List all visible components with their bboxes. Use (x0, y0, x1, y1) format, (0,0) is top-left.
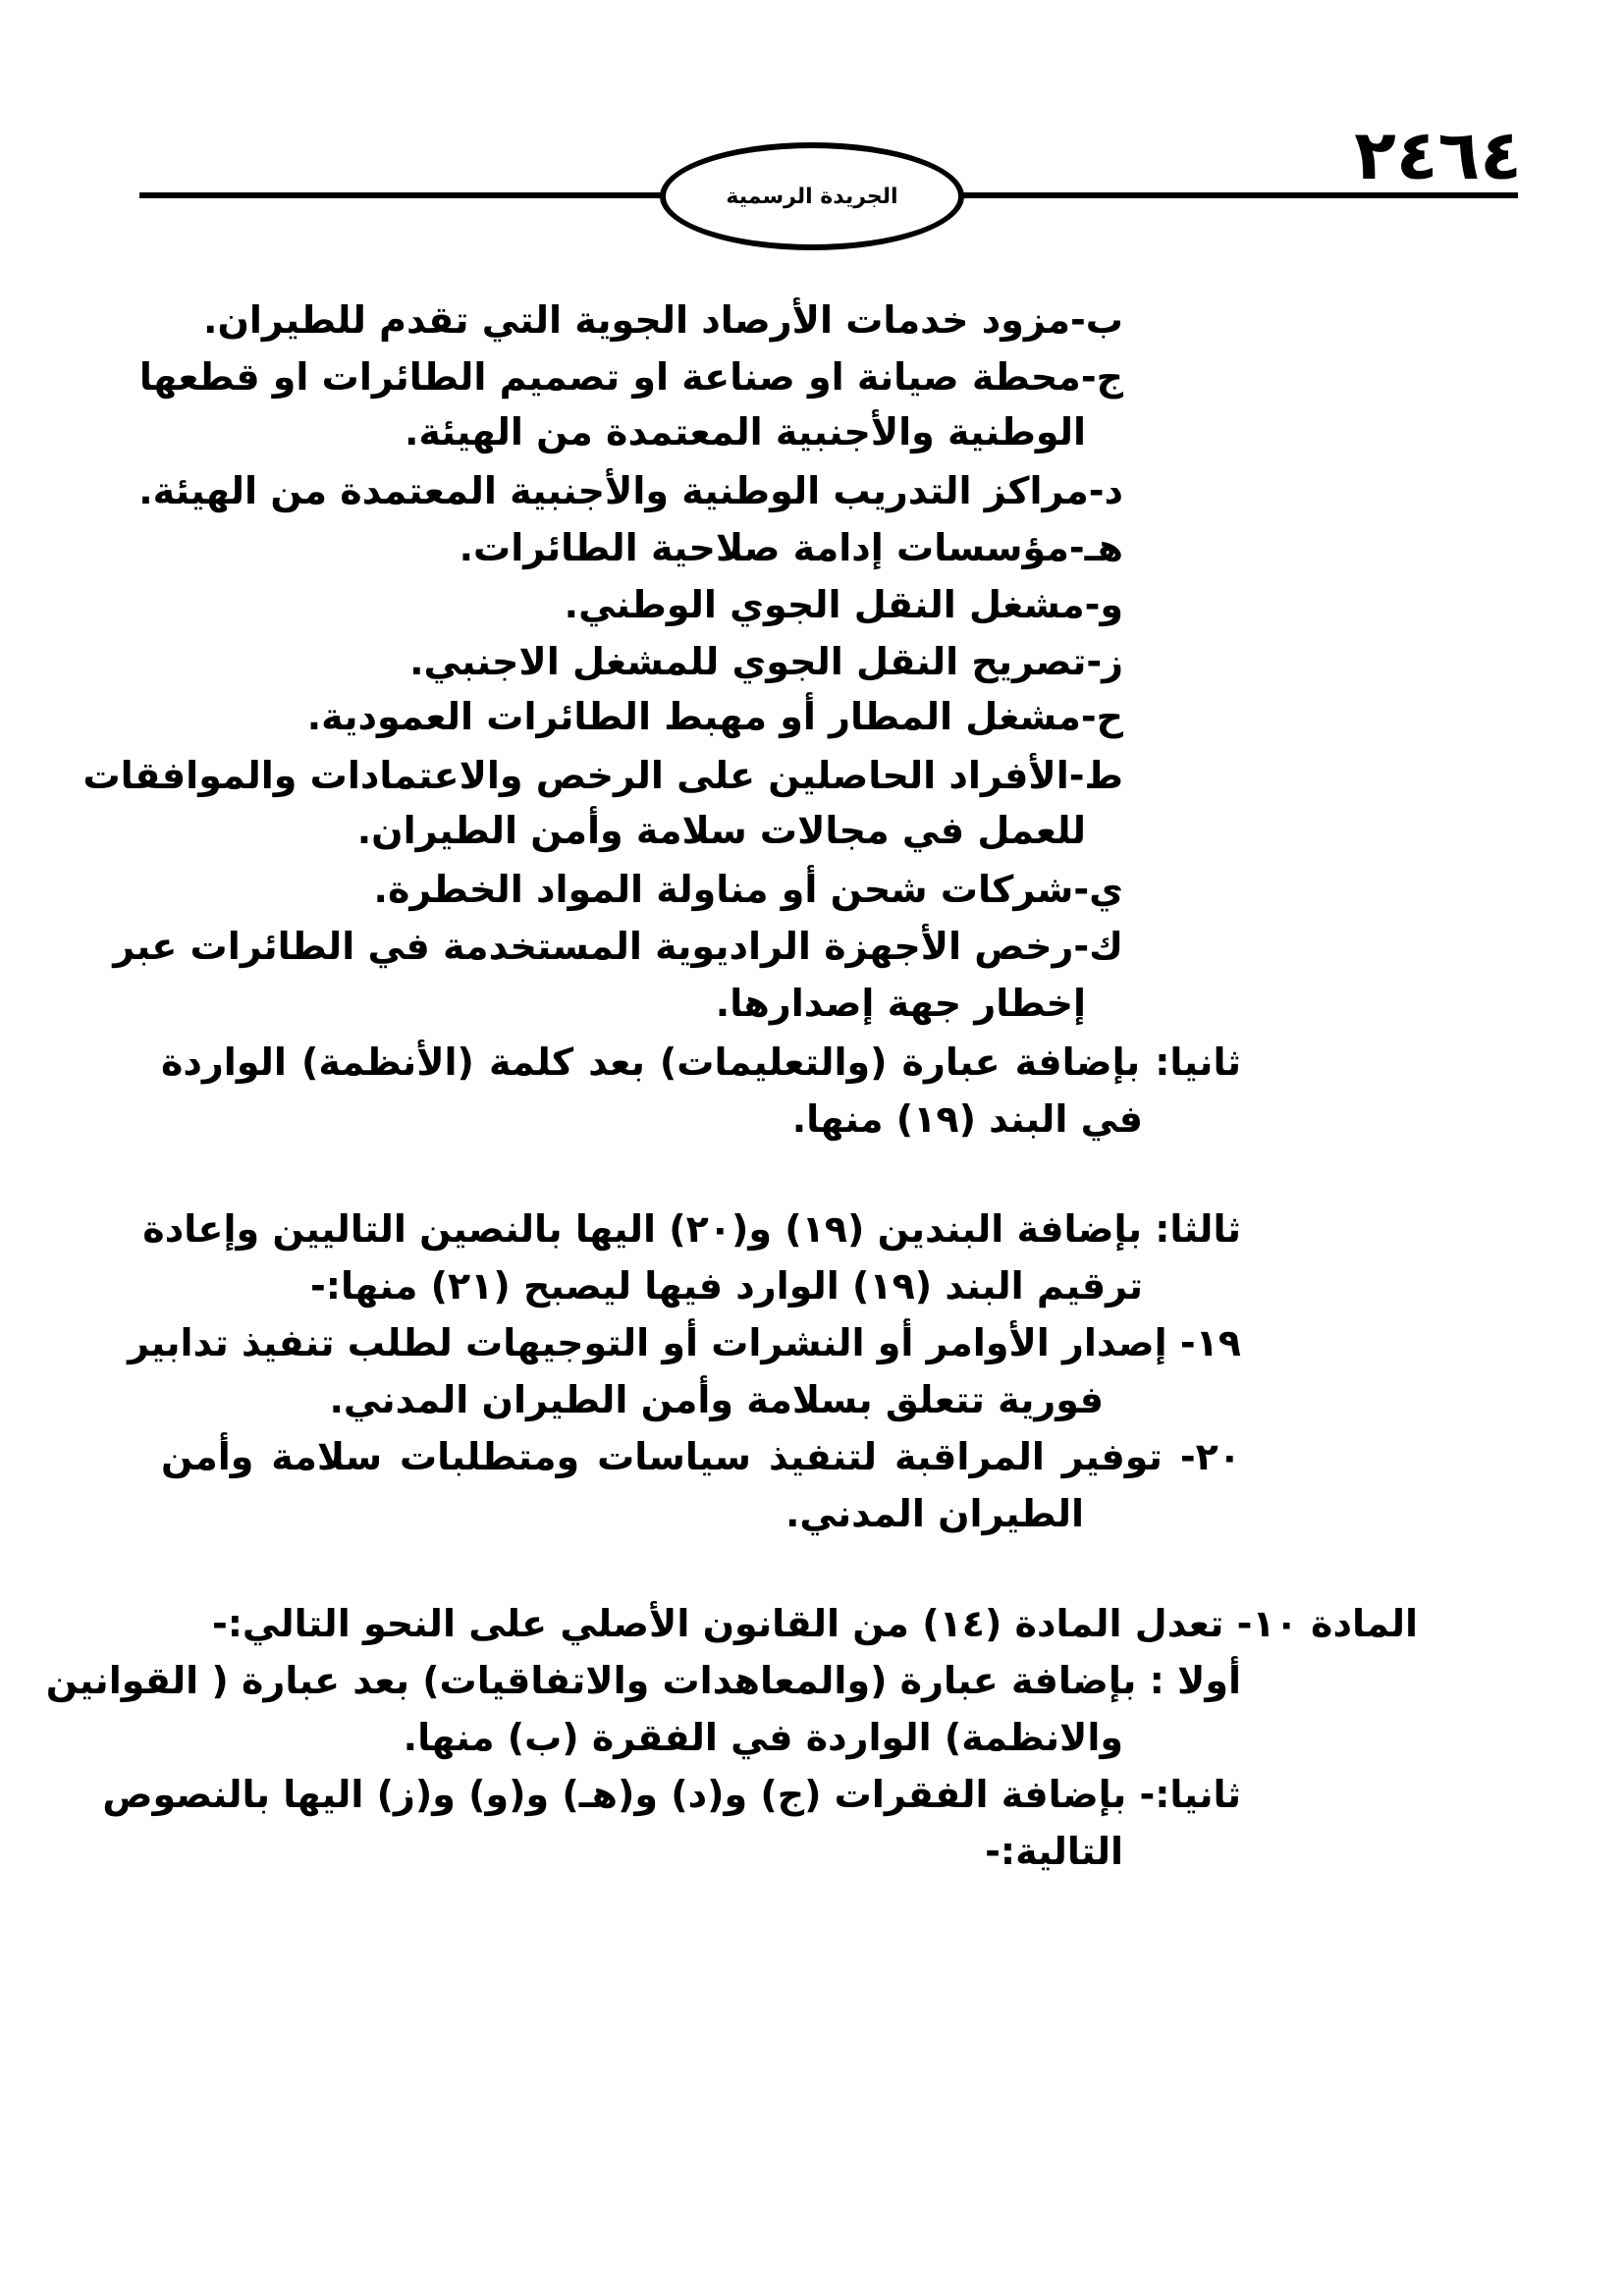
article-10-heading: المادة ١٠- تعدل المادة (١٤) من القانون الأصلي على النحو التالي:- (211, 1602, 1418, 1645)
journal-name: الجريدة الرسمية (726, 184, 898, 209)
item-j-line2: الوطنية والأجنبية المعتمدة من الهيئة. (404, 410, 1086, 454)
thalithan-line2: ترقيم البند (١٩) الوارد فيها ليصبح (٢١) منها:- (310, 1264, 1143, 1308)
item-ta-line1: ط-الأفراد الحاصلين على الرخص والاعتمادات والموافقات (82, 754, 1123, 797)
item-19-line1: ١٩- إصدار الأوامر أو النشرات أو التوجيهات لطلب تنفيذ تدابير (128, 1321, 1241, 1364)
item-20-line1: ٢٠- توفير المراقبة لتنفيذ سياسات ومتطلبات سلامة وأمن (161, 1435, 1241, 1478)
item-h: هـ-مؤسسات إدامة صلاحية الطائرات. (459, 526, 1123, 569)
item-j-line1: ج-محطة صيانة او صناعة او تصميم الطائرات او قطعها (138, 355, 1123, 399)
item-w: و-مشغل النقل الجوي الوطني. (564, 583, 1123, 626)
item-ya: ي-شركات شحن أو مناولة المواد الخطرة. (373, 868, 1123, 911)
item-b: ب-مزود خدمات الأرصاد الجوية التي تقدم للطيران. (203, 298, 1123, 342)
item-19-line2: فورية تتعلق بسلامة وأمن الطيران المدني. (329, 1378, 1104, 1421)
item-k-line2: إخطار جهة إصدارها. (715, 982, 1086, 1025)
awalan-line2: والانظمة) الواردة في الفقرة (ب) منها. (403, 1716, 1123, 1759)
thalithan-line1: ثالثا: بإضافة البندين (١٩) و(٢٠) اليها بالنصين التاليين وإعادة (142, 1207, 1241, 1251)
awalan-line1: أولا : بإضافة عبارة (والمعاهدات والاتفاقيات) بعد عبارة ( القوانين (45, 1659, 1241, 1702)
item-k-line1: ك-رخص الأجهزة الراديوية المستخدمة في الطائرات عبر (113, 925, 1123, 968)
page-number: ٢٤٦٤ (1354, 115, 1522, 195)
thaniyan-b-line1: ثانيا:- بإضافة الفقرات (ج) و(د) و(هـ) و(و) و(ز) اليها بالنصوص (102, 1773, 1241, 1816)
item-20-line2: الطيران المدني. (785, 1492, 1084, 1535)
item-z: ز-تصريح النقل الجوي للمشغل الاجنبي. (409, 640, 1123, 683)
item-d: د-مراكز التدريب الوطنية والأجنبية المعتمدة من الهيئة. (138, 469, 1123, 512)
thaniyan-line1: ثانيا: بإضافة عبارة (والتعليمات) بعد كلمة (الأنظمة) الواردة (161, 1041, 1241, 1084)
journal-header-oval (660, 142, 964, 250)
item-ha: ح-مشغل المطار أو مهبط الطائرات العمودية. (306, 695, 1123, 738)
item-ta-line2: للعمل في مجالات سلامة وأمن الطيران. (356, 809, 1086, 852)
thaniyan-b-line2: التالية:- (985, 1830, 1123, 1873)
thaniyan-line2: في البند (١٩) منها. (791, 1097, 1143, 1141)
